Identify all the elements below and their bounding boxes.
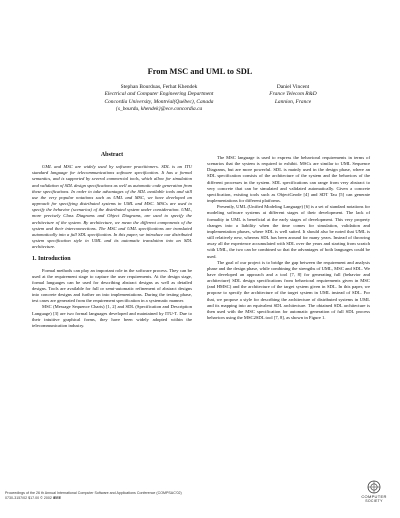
proceedings-footer xyxy=(5,491,325,501)
author-email: {s_bourdu, khendek}@ece.concordia.ca xyxy=(115,106,203,113)
intro-paragraph: MSC (Message Sequence Charts) [1, 2] and SDL (Specification and Description Language) [3] are two formal languages developed and maintained by ITU-T. Due to their intuitive graphical forms, they have been widely adopted within the telecommunication industry. xyxy=(32,304,192,328)
author-names: Daniel Vincent xyxy=(276,84,310,90)
left-column xyxy=(32,152,192,329)
proceedings-line: Proceedings of the 26 th Annual International Computer Software and Applications Conference (COMPSAC'02) xyxy=(5,491,182,495)
author-group-france-telecom xyxy=(238,84,348,106)
body-paragraph: The goal of our project is to bridge the gap between the requirement and analysis phase and the design phase, while combining the strengths of UML, MSC and SDL. We have developed an approach and a tool [7, 8] for generating full (behavior and architecture) SDL design specifications from behavioral requirements given in MSC (and HMSC) and the architecture of the target system given in SDL. In this paper, we propose to specify the architecture of the target system in UML instead of SDL. For that, we propose a style for describing the architecture of distributed systems in UML and its mapping into an equivalent SDL architecture. The obtained SDL architecture is then used with the MSC specification for automatic generation of full SDL process behaviors using the MSC2SDL tool [7, 8], as shown in Figure 1. xyxy=(207,259,370,321)
logo-text-society: SOCIETY xyxy=(365,499,383,503)
computer-society-logo xyxy=(354,480,394,512)
computer-society-emblem-icon xyxy=(367,480,381,494)
ieee-label: IEEE xyxy=(52,496,62,500)
author-affiliation-location: Concordia University, Montréal(Québec), Canada xyxy=(104,98,214,105)
author-group-concordia xyxy=(54,84,264,114)
introduction-heading: 1. Introduction xyxy=(32,256,71,263)
right-column xyxy=(207,155,370,321)
author-affiliation-location: Lannion, France xyxy=(274,98,312,105)
logo-text-computer: COMPUTER xyxy=(361,494,387,499)
copyright-line xyxy=(5,496,325,501)
body-paragraph: Presently, UML (Unified Modeling Language) [6] is a set of standard notations for modeling software systems at different stages of their development. The lack of formality in UML is beneficial at the early stages of development. This very property changes into a liability when the time comes for simulation, validation and implementation phases, where SDL is well suited. It should also be noted that UML is still relatively new, whereas SDL has been around for many years. Instead of throwing away all the experience accumulated with SDL over the years and starting from scratch with UML, the two can be combined so that the advantages of both languages could be used. xyxy=(207,204,370,259)
paper-title: From MSC and UML to SDL xyxy=(147,67,253,76)
copyright-text: 0730-3157/02 $17.00 © 2002 xyxy=(5,496,53,500)
abstract-heading: Abstract xyxy=(100,152,124,158)
body-paragraph: The MSC language is used to express the behavioral requirements in terms of scenarios that the system is required to exhibit. MSCs are similar to UML Sequence Diagrams, but are more powerful. SDL is mainly used in the design phase, where an SDL specification consists of the architecture of the system and the behaviors of the different processes in the system. SDL specifications can range from very abstract to very concrete that can be simulated and validated automatically. Given a concrete specification, existing tools such as ObjectGeode [4] and SDT Tau [5] can generate implementations for different platforms. xyxy=(207,155,370,204)
author-affiliation: Electrical and Computer Engineering Department xyxy=(104,91,214,98)
abstract-text: UML and MSC are widely used by software practitioners. SDL is an ITU standard language for telecommunications software specification. It has a formal semantics, and is supported by several commercial tools, which allow for simulation and validation of SDL design specifications as well as automatic code generation from these specifications. In order to take advantages of the SDL available tools and still use the very popular notations such as UML and MSC, we have developed an approach for specifying distributed systems in UML and MSC. MSCs are used to specify the behavior (scenarios) of the distributed system under consideration. UML, more precisely Class Diagrams and Object Diagrams, are used to specify the architecture of the system. By architecture, we mean the different components of the system and their interconnections. The MSC and UML specifications are translated automatically into a full SDL specification. In this paper, we introduce our distributed system specification style in UML and its automatic translation into an SDL architecture. xyxy=(32,164,192,250)
intro-paragraph: Formal methods can play an important role in the software process. They can be used at the requirement stage to capture the user requirements. At the design stage, formal languages can be used for describing abstract designs as well as detailed designs. Tools are available for full or semi-automatic refinement of abstract designs into concrete designs and further on into implementations. During the testing phase, test cases are generated from the requirement specification in a systematic manner. xyxy=(32,267,192,304)
author-affiliation: France Telecom R&D xyxy=(269,91,317,98)
author-names: Stephan Bourduas, Ferhat Khendek xyxy=(120,84,198,90)
